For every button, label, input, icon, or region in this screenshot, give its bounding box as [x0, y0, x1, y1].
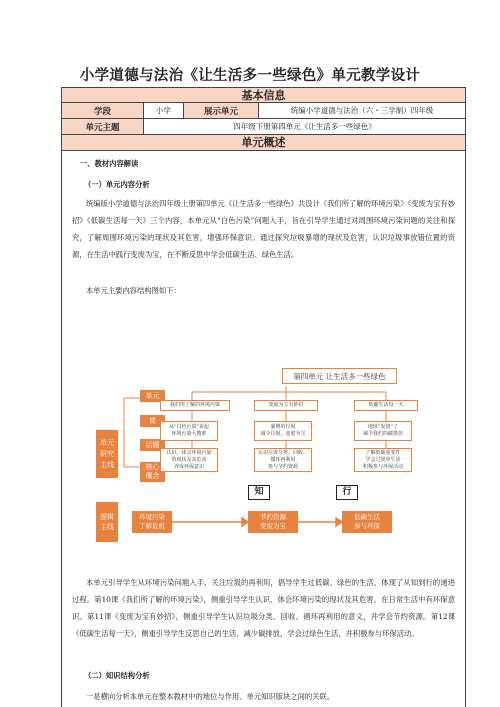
page-title: 小学道德与法治《让生活多一些绿色》单元教学设计 [79, 68, 421, 84]
paragraph-knowledge: 一是横向分析本单元在整本教材中的地位与作用、单元知识版块之间的关联。 [86, 692, 335, 701]
label-stage: 学段 [62, 103, 144, 118]
diagram-side-concept: 核心 概念 [140, 462, 165, 482]
paragraph-structure-lead: 本单元主要内容结构图如下： [86, 286, 181, 295]
overview-header: 单元概述 [62, 135, 465, 151]
basic-info-row [62, 103, 465, 119]
paragraph-progression: 本单元引导学生从环境污染问题入手，关注垃圾的再利用，倡导学生过低碳、绿色的生活，体现了从知到行的递进过程。第10课《我们所了解的环境污染》，侧重引导学生认识、体会环境污染的现状及其危害，在日常生活中有环保意识。第11课《变废为宝有妙招》，侧重引导学生认识垃圾分类、回收、循环再利用的意义，并学会节约资源。第12课《低碳生活每一天》，侧重引导学生反思自己的生活，减少碳排放，学会过绿色生活，并积极参与环保活动。 [72, 578, 455, 638]
diagram-side-unit: 单元 [140, 390, 165, 402]
heading-textbook: 一、教材内容解读 [80, 159, 139, 168]
heading-unit-analysis: （一）单元内容分析 [84, 180, 150, 189]
label-unit: 展示单元 [184, 103, 259, 118]
diagram-know-label: 知 [248, 485, 270, 500]
diagram-concept-12: 了解低碳重要性 学会过简单生活 积极参与环保活动 [354, 448, 412, 472]
heading-knowledge: （二）知识结构分析 [84, 671, 150, 680]
diagram-lesson-10: 我们所了解的环境污染 [160, 400, 230, 411]
diagram-topic-10: 从“白色污染”说起 环境污染大搜索 [160, 421, 218, 441]
diagram-lesson-12: 低碳生活每一天 [354, 400, 418, 411]
diagram-act-label: 行 [336, 485, 358, 500]
theme-value: 四年级下册第四单元《让生活多一些绿色》 [233, 122, 376, 131]
diagram-logic-3: 低碳生活 参与环保 [342, 511, 392, 533]
lesson-plan-table [61, 87, 466, 707]
theme-row [62, 119, 465, 135]
diagram-logic-title: 逻辑 主线 [96, 502, 118, 542]
diagram-topic-12: 地球“发烧”了 减少我们的碳排放 [354, 421, 412, 441]
diagram-side-lesson: 课 [140, 415, 165, 427]
diagram-logic-2: 节约资源 变废为宝 [248, 511, 298, 533]
unit-value: 统编小学道德与法治（六・三学制）四年级 [290, 106, 434, 115]
diagram-topic-11: 暴增的垃圾 减少垃圾，变废为宝 [254, 421, 312, 441]
paragraph-intro: 统编版小学道德与法治四年级上册第四单元《让生活多一些绿色》共设计《我们所了解的环境污染》《变废为宝有妙招》《低碳生活每一天》三个内容，本单元从“白色污染”问题入手，旨在引导学生通过对周围环境污染问题的关注和探究，了解周围环境污染的现状及其危害，增强环保意识；通过探究垃圾暴增的现状及危害，认识垃圾事放错位置的资源，在生活中践行变废为宝，在不断反思中学会低碳生活、绿色生活。 [72, 199, 455, 259]
stage-value: 小学 [144, 103, 184, 118]
unit-structure-diagram [96, 364, 441, 544]
diagram-unit-title: 第四单元 让生活多一些绿色 [282, 368, 397, 384]
diagram-concept-10: 认识、体会环境污染 的现状及其危害 养成环保意识 [160, 448, 218, 472]
label-theme: 单元主题 [62, 119, 144, 134]
basic-info-header: 基本信息 [62, 88, 465, 103]
diagram-concept-11: 认识垃圾分类、回收、 循环再利用 参与节约资源 [254, 448, 312, 472]
diagram-side-topic: 话题 [140, 439, 165, 451]
diagram-lesson-11: 变废为宝有妙招 [254, 400, 318, 411]
diagram-side-title: 单元 研究 主线 [96, 430, 118, 478]
diagram-logic-1: 环境污染 了解危机 [132, 511, 172, 533]
